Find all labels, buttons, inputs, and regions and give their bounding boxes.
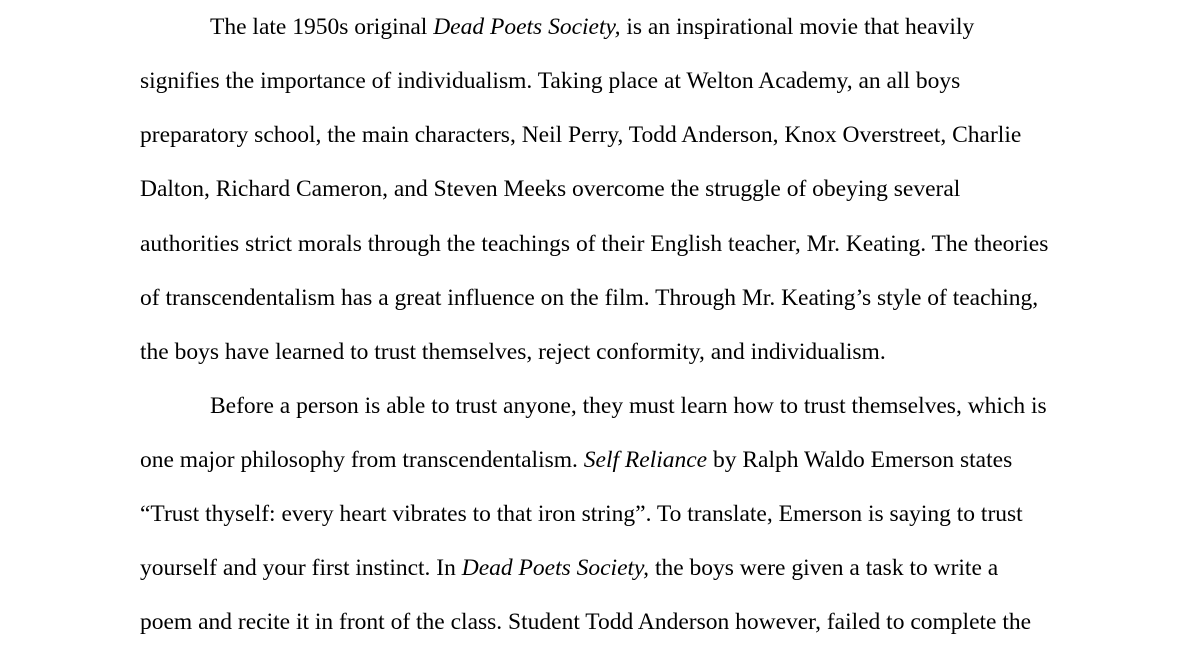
text-run: by Ralph Waldo Emerson states <box>707 447 1013 473</box>
text-run: the boys were given a task to write a <box>649 555 999 582</box>
text-line <box>140 595 1070 649</box>
text-run: poem and recite it in front of the class. Student Todd Anderson however, failed to complete the <box>140 609 1032 636</box>
italic-text-run: Dead Poets Society, <box>461 555 650 582</box>
text-run: the boys have learned to trust themselves, reject conformity, and individualism. <box>140 338 886 365</box>
text-run: one major philosophy from transcendentalism. <box>140 447 584 473</box>
text-run: signifies the importance of individualism. Taking place at Welton Academy, an all boys <box>140 68 961 95</box>
italic-text-run: Dead Poets Society, <box>433 14 621 40</box>
text-line <box>140 108 1070 162</box>
text-line <box>140 433 1070 487</box>
text-line <box>140 0 1070 54</box>
text-line <box>140 541 1070 595</box>
text-run: preparatory school, the main characters, Neil Perry, Todd Anderson, Knox Overstreet, Charlie <box>140 122 1022 149</box>
text-run: “Trust thyself: every heart vibrates to that iron string”. To translate, Emerson is saying to trust <box>140 501 1023 528</box>
italic-text-run: Self Reliance <box>583 447 708 473</box>
text-run: of transcendentalism has a great influence on the film. Through Mr. Keating’s style of teaching, <box>140 284 1039 311</box>
text-run: yourself and your first instinct. In <box>140 555 462 582</box>
text-line <box>140 379 1070 433</box>
text-line <box>140 217 1070 271</box>
text-line <box>140 487 1070 541</box>
text-line <box>140 54 1070 108</box>
text-run: is an inspirational movie that heavily <box>620 14 975 40</box>
text-line <box>140 162 1070 216</box>
document-page <box>140 0 1070 650</box>
text-run: Dalton, Richard Cameron, and Steven Meeks overcome the struggle of obeying several <box>140 176 961 203</box>
text-run: Before a person is able to trust anyone, they must learn how to trust themselves, which is <box>210 392 1047 419</box>
text-run: authorities strict morals through the teachings of their English teacher, Mr. Keating. The theories <box>140 230 1049 257</box>
text-run: The late 1950s original <box>210 14 434 40</box>
text-line <box>140 271 1070 325</box>
text-line <box>140 325 1070 379</box>
